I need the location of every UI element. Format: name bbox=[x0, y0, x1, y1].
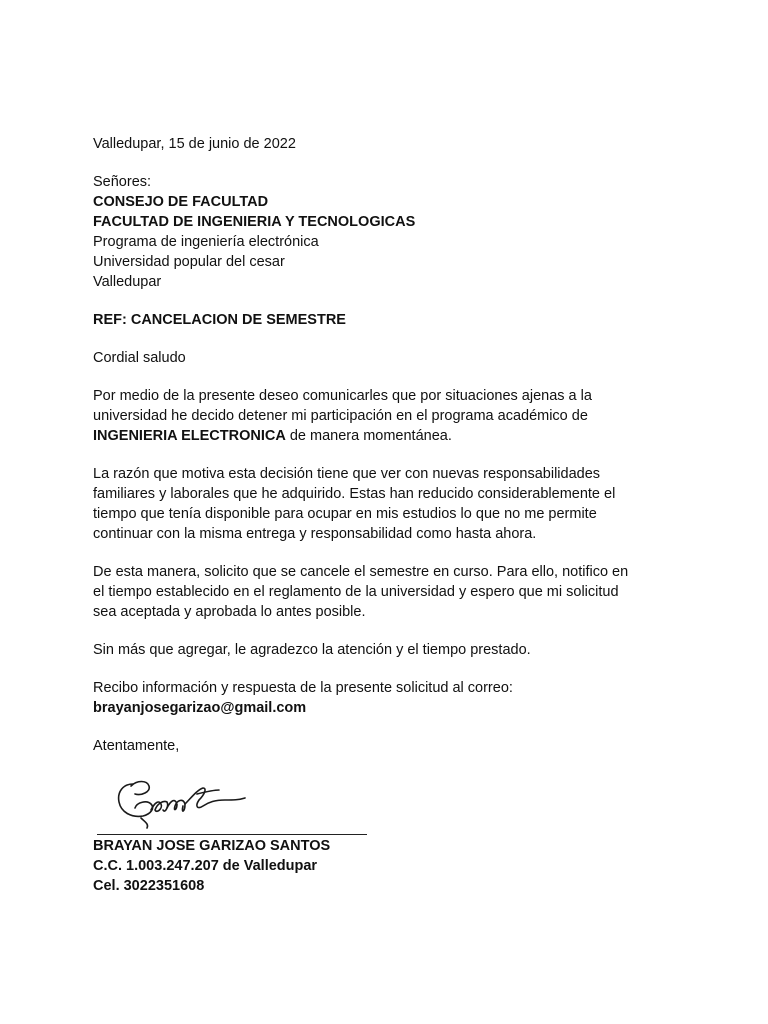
handwritten-signature bbox=[111, 770, 261, 832]
signature-area bbox=[93, 770, 383, 840]
paragraph-2 bbox=[93, 464, 683, 544]
signer-phone: Cel. 3022351608 bbox=[93, 878, 205, 894]
paragraph-3-line-1: De esta manera, solicito que se cancele el semestre en curso. Para ello, notifico en bbox=[93, 564, 629, 580]
recipient-line-3: Programa de ingeniería electrónica bbox=[93, 234, 319, 250]
letter-body bbox=[93, 134, 683, 756]
signer-name: BRAYAN JOSE GARIZAO SANTOS bbox=[93, 838, 331, 854]
paragraph-3 bbox=[93, 562, 683, 622]
program-name: INGENIERIA ELECTRONICA bbox=[93, 428, 286, 444]
paragraph-1 bbox=[93, 386, 683, 446]
greeting: Cordial saludo bbox=[93, 350, 186, 366]
contact-email: brayanjosegarizao@gmail.com bbox=[93, 700, 307, 716]
recipient-line-4: Universidad popular del cesar bbox=[93, 254, 285, 270]
paragraph-1-line-3 bbox=[93, 426, 683, 446]
paragraph-1-line-3-rest: de manera momentánea. bbox=[285, 428, 452, 444]
salutation-to: Señores: bbox=[93, 174, 152, 190]
paragraph-2-line-4: continuar con la misma entrega y responsabilidad como hasta ahora. bbox=[93, 526, 537, 542]
closing: Atentamente, bbox=[93, 738, 180, 754]
reference-line: REF: CANCELACION DE SEMESTRE bbox=[93, 312, 346, 328]
paragraph-1-line-2: universidad he decido detener mi participación en el programa académico de bbox=[93, 408, 588, 424]
paragraph-1-line-1: Por medio de la presente deseo comunicarles que por situaciones ajenas a la bbox=[93, 388, 592, 404]
paragraph-4: Sin más que agregar, le agradezco la atención y el tiempo prestado. bbox=[93, 642, 531, 658]
recipient-line-1: CONSEJO DE FACULTAD bbox=[93, 194, 269, 210]
signature-line bbox=[97, 834, 367, 835]
paragraph-3-line-3: sea aceptada y aprobada lo antes posible. bbox=[93, 604, 366, 620]
recipient-block bbox=[93, 172, 683, 292]
paragraph-5 bbox=[93, 678, 683, 718]
date-line: Valledupar, 15 de junio de 2022 bbox=[93, 136, 296, 152]
paragraph-2-line-3: tiempo que tenía disponible para ocupar en mis estudios lo que no me permite bbox=[93, 506, 597, 522]
paragraph-5-line-1: Recibo información y respuesta de la presente solicitud al correo: bbox=[93, 680, 513, 696]
paragraph-2-line-1: La razón que motiva esta decisión tiene que ver con nuevas responsabilidades bbox=[93, 466, 601, 482]
recipient-line-5: Valledupar bbox=[93, 274, 162, 290]
signer-block bbox=[93, 836, 493, 896]
paragraph-2-line-2: familiares y laborales que he adquirido. Estas han reducido considerablemente el bbox=[93, 486, 616, 502]
paragraph-3-line-2: el tiempo establecido en el reglamento de la universidad y espero que mi solicitud bbox=[93, 584, 619, 600]
signer-id: C.C. 1.003.247.207 de Valledupar bbox=[93, 858, 318, 874]
recipient-line-2: FACULTAD DE INGENIERIA Y TECNOLOGICAS bbox=[93, 214, 416, 230]
